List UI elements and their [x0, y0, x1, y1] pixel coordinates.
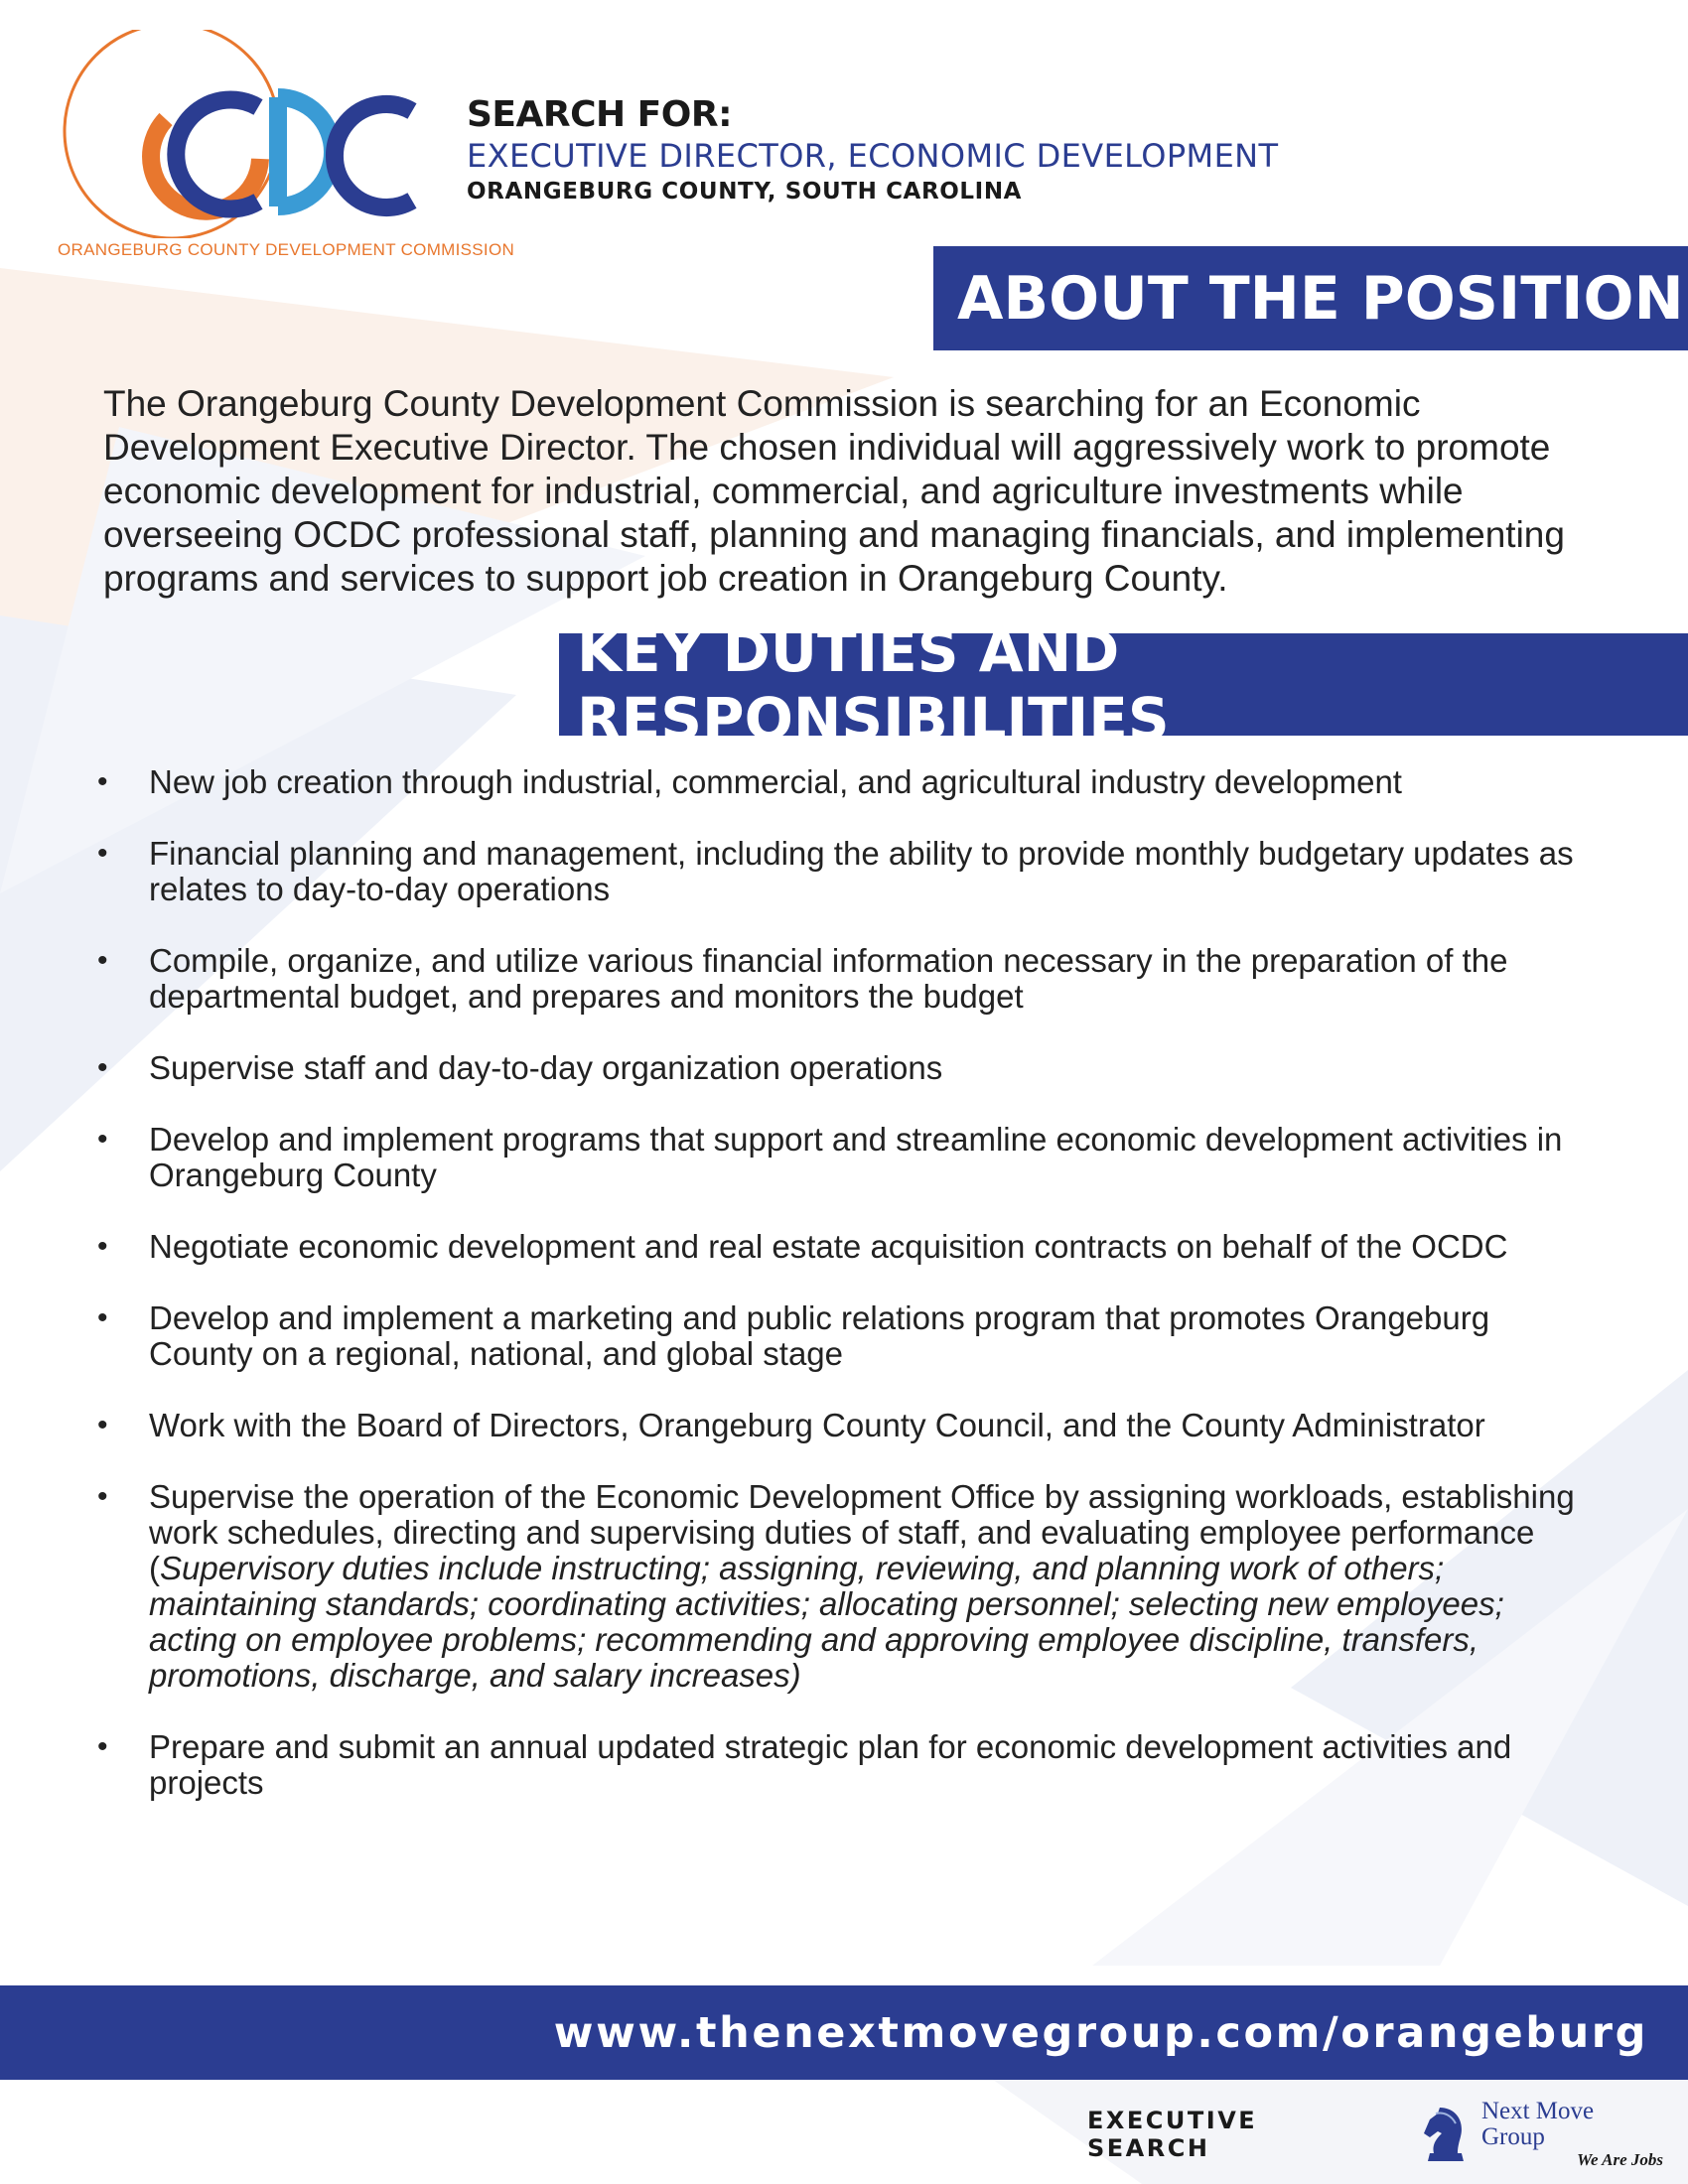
about-heading: ABOUT THE POSITION [933, 246, 1688, 350]
duty-text: Work with the Board of Directors, Orangeburg County Council, and the County Administrator [149, 1407, 1485, 1443]
footer-bar [0, 1985, 1688, 2080]
duty-text: Supervise the operation of the Economic Development Office by assigning workloads, establishing work schedules, directing and supervising duties of staff, and evaluating employee performance ( [149, 1478, 1575, 1586]
bullet-icon: • [97, 1480, 108, 1513]
chess-knight-icon [1418, 2104, 1474, 2165]
duties-heading: KEY DUTIES AND RESPONSIBILITIES [559, 633, 1688, 736]
bullet-icon: • [97, 1051, 108, 1084]
bullet-icon: • [97, 765, 108, 798]
list-item [89, 1300, 1599, 1372]
list-item [89, 1729, 1599, 1801]
bullet-icon: • [97, 944, 108, 977]
duty-text: Financial planning and management, including the ability to provide monthly budgetary updates as relates to day-to-day operations [149, 835, 1574, 907]
list-item [89, 943, 1599, 1015]
logo-caption: ORANGEBURG COUNTY DEVELOPMENT COMMISSION [58, 240, 515, 259]
ocdc-logo [55, 30, 515, 259]
bullet-icon: • [97, 1730, 108, 1763]
list-item [89, 836, 1599, 907]
company-name: Next Move Group [1480, 2098, 1595, 2150]
list-item [89, 1122, 1599, 1193]
duties-list [89, 764, 1599, 1837]
duty-text: Prepare and submit an annual updated strategic plan for economic development activities and projects [149, 1728, 1512, 1801]
duty-text: Develop and implement programs that support and streamline economic development activities in Orangeburg County [149, 1121, 1563, 1193]
duty-text: Develop and implement a marketing and public relations program that promotes Orangeburg County on a regional, national, and global stage [149, 1299, 1490, 1372]
footer-branding [1087, 2095, 1663, 2174]
list-item [89, 764, 1599, 800]
search-title: SEARCH FOR: [467, 94, 732, 135]
footer-url-link[interactable]: www.thenextmovegroup.com/orangeburg [553, 2007, 1648, 2058]
list-item [89, 1408, 1599, 1443]
list-item [89, 1229, 1599, 1265]
search-header [467, 94, 1278, 205]
duty-text: Compile, organize, and utilize various financial information necessary in the preparation of the departmental budget, and prepares and monitors the budget [149, 942, 1508, 1015]
bullet-icon: • [97, 1123, 108, 1156]
bullet-icon: • [97, 837, 108, 870]
bullet-icon: • [97, 1301, 108, 1334]
ocdc-logo-mark [55, 30, 442, 238]
duty-text: Negotiate economic development and real estate acquisition contracts on behalf of the OCDC [149, 1228, 1508, 1265]
duty-text: Supervise staff and day-to-day organization operations [149, 1049, 943, 1086]
bullet-icon: • [97, 1409, 108, 1441]
bullet-icon: • [97, 1230, 108, 1263]
company-tagline: We Are Jobs [1577, 2150, 1663, 2169]
duty-text-italic: Supervisory duties include instructing; assigning, reviewing, and planning work of others; maintaining standards; coordinating activities; allocating personnel; selecting new employees; acting on employee problems; recommending and approving employee discipline, transfers, promotions, discharge, and salary increases) [149, 1550, 1504, 1694]
about-paragraph: The Orangeburg County Development Commission is searching for an Economic Development Executive Director. The chosen individual will aggressively work to promote economic development for industrial, commercial, and agriculture investments while overseeing OCDC professional staff, planning and managing financials, and implementing programs and services to support job creation in Orangeburg County. [103, 383, 1565, 599]
next-move-group-logo [1418, 2099, 1663, 2170]
search-position: EXECUTIVE DIRECTOR, ECONOMIC DEVELOPMENT [467, 137, 1279, 175]
executive-search-label: EXECUTIVE SEARCH [1087, 2107, 1258, 2162]
duty-text: New job creation through industrial, commercial, and agricultural industry development [149, 763, 1402, 800]
list-item [89, 1479, 1599, 1694]
list-item [89, 1050, 1599, 1086]
search-location: ORANGEBURG COUNTY, SOUTH CAROLINA [467, 179, 1023, 205]
